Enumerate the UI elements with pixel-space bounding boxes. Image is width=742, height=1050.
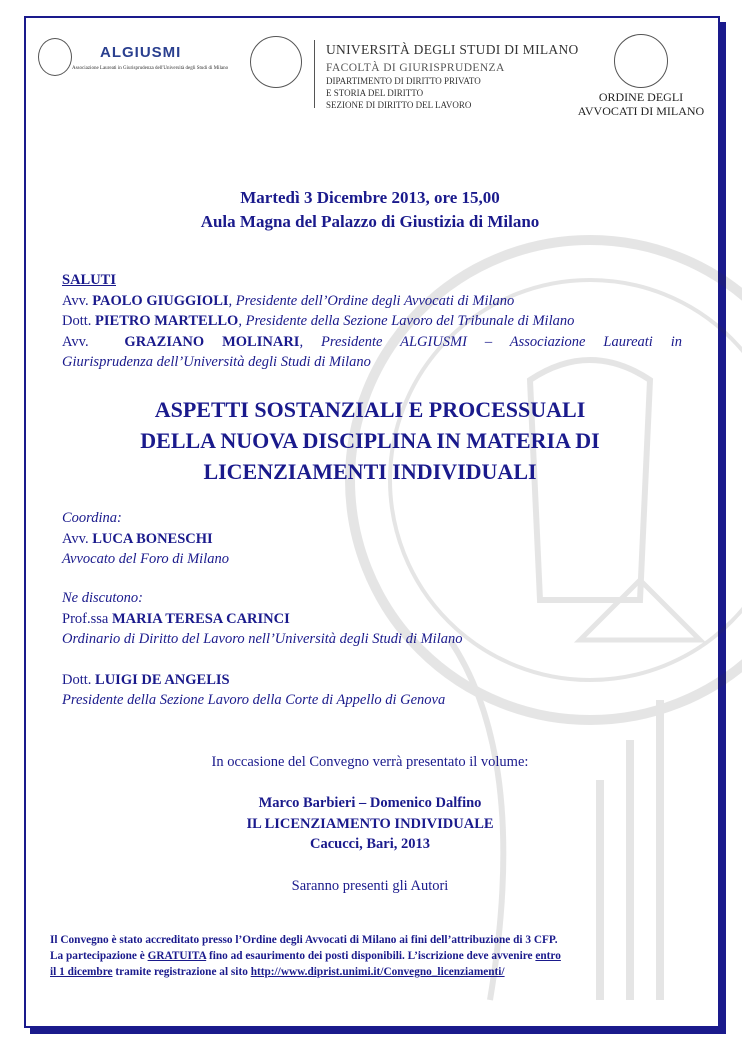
authors-present-note: Saranno presenti gli Autori: [291, 878, 449, 894]
saluti-block: [62, 270, 682, 373]
book-title: IL LICENZIAMENTO INDIVIDUALE: [246, 816, 494, 832]
ordine-line-2: AVVOCATI DI MILANO: [577, 104, 705, 118]
book-publisher: Cacucci, Bari, 2013: [309, 836, 430, 852]
title-line-1: ASPETTI SOSTANZIALI E PROCESSUALI: [154, 397, 586, 422]
algiusmi-seal-icon: [38, 38, 72, 76]
university-seal-icon: [250, 36, 302, 88]
algiusmi-subtitle: Associazione Laureati in Giurisprudenza dell'Università degli Studi di Milano: [72, 66, 229, 71]
university-name: UNIVERSITÀ DEGLI STUDI DI MILANO: [326, 42, 579, 57]
saluti-label: SALUTI: [62, 272, 116, 288]
footer-registration: il 1 dicembre tramite registrazione al sito http://www.diprist.unimi.it/Convegno_licenziamenti/: [50, 966, 505, 978]
department-line-2: E STORIA DEL DIRITTO: [326, 88, 424, 98]
discutono-block: [62, 588, 702, 711]
coordina-person: Avv. LUCA BONESCHI: [62, 530, 213, 547]
book-authors: Marco Barbieri – Domenico Dalfino: [258, 795, 482, 811]
panelist-1-role: Ordinario di Diritto del Lavoro nell’Università degli Studi di Milano: [62, 631, 463, 647]
coordina-role: Avvocato del Foro di Milano: [62, 551, 229, 567]
saluti-line-2: Dott. PIETRO MARTELLO, Presidente della Sezione Lavoro del Tribunale di Milano: [62, 313, 575, 329]
saluti-line-1: Avv. PAOLO GIUGGIOLI, Presidente dell’Ordine degli Avvocati di Milano: [62, 292, 515, 309]
book-intro: In occasione del Convegno verrà presentato il volume:: [211, 754, 529, 770]
ordine-line-1: ORDINE DEGLI: [598, 90, 684, 104]
coordina-block: [62, 508, 682, 570]
footer-accreditation: Il Convegno è stato accreditato presso l’Ordine degli Avvocati di Milano ai fini dell’attribuzione di 3 CFP.: [50, 934, 558, 946]
title-line-2: DELLA NUOVA DISCIPLINA IN MATERIA DI: [140, 428, 600, 453]
department-line-1: DIPARTIMENTO DI DIRITTO PRIVATO: [326, 76, 481, 86]
panelist-2-role: Presidente della Sezione Lavoro della Corte di Appello di Genova: [62, 692, 446, 708]
event-date: Martedì 3 Dicembre 2013, ore 15,00: [240, 188, 500, 207]
algiusmi-logo-text: ALGIUSMI: [100, 44, 182, 61]
registration-link[interactable]: http://www.diprist.unimi.it/Convegno_licenziamenti/: [250, 966, 505, 978]
saluti-line-3: Avv. GRAZIANO MOLINARI, Presidente ALGIUSMI – Associazione Laureati in: [62, 333, 683, 350]
ordine-seal-icon: [614, 34, 668, 88]
saluti-line-4: Giurisprudenza dell’Università degli Studi di Milano: [62, 354, 371, 370]
section-name: SEZIONE DI DIRITTO DEL LAVORO: [326, 100, 472, 110]
event-place: Aula Magna del Palazzo di Giustizia di Milano: [200, 212, 540, 231]
discutono-label: Ne discutono:: [62, 590, 143, 606]
title-line-3: LICENZIAMENTI INDIVIDUALI: [203, 459, 537, 484]
conference-title: [30, 394, 710, 487]
footer-notes: [50, 932, 700, 980]
panelist-2: Dott. LUIGI DE ANGELIS: [62, 671, 230, 688]
header-divider: [314, 40, 315, 108]
coordina-label: Coordina:: [62, 510, 122, 526]
footer-participation: La partecipazione è GRATUITA fino ad esaurimento dei posti disponibili. L’iscrizione deve avvenire entro: [50, 950, 561, 962]
panelist-1: Prof.ssa MARIA TERESA CARINCI: [62, 610, 290, 627]
faculty-name: FACOLTÀ DI GIURISPRUDENZA: [326, 62, 505, 74]
